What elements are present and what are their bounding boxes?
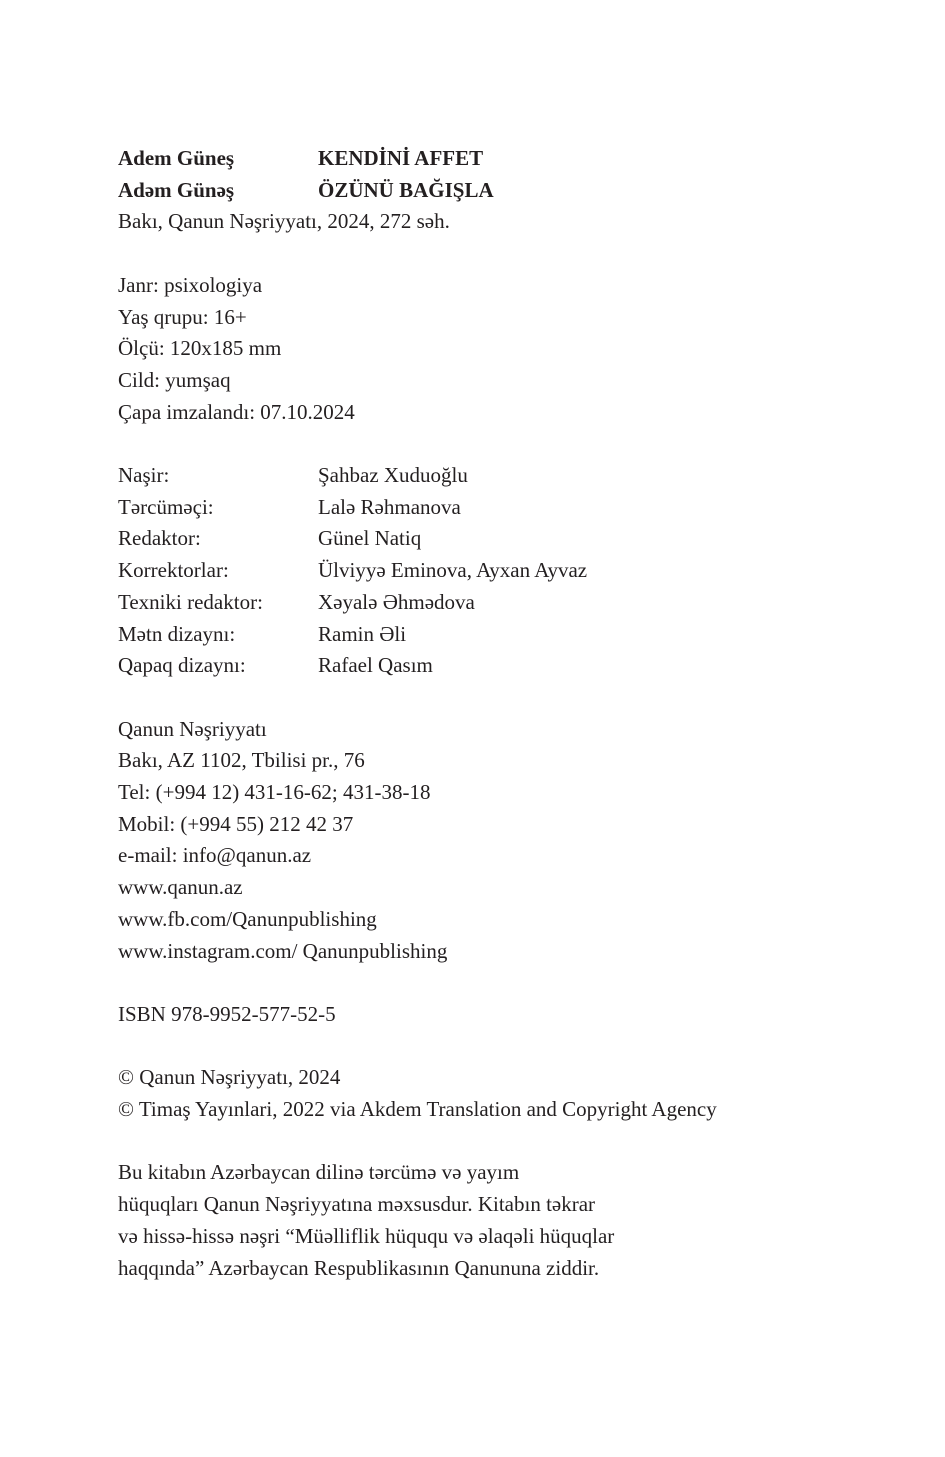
rights-notice-line: Bu kitabın Azərbaycan dilinə tərcümə və yayım xyxy=(118,1160,520,1185)
credit-role: Qapaq dizaynı: xyxy=(118,653,246,678)
credit-row-translator xyxy=(118,492,878,524)
copyright-line: © Qanun Nəşriyyatı, 2024 xyxy=(118,1065,341,1090)
credit-name: Xəyalə Əhmədova xyxy=(318,589,475,614)
spacer xyxy=(118,1126,878,1158)
specs-block xyxy=(118,270,878,429)
credit-role: Mətn dizaynı: xyxy=(118,621,236,646)
rights-notice-line: hüquqları Qanun Nəşriyyatına məxsusdur. Kitabın təkrar xyxy=(118,1192,596,1217)
credit-name: Rafael Qasım xyxy=(318,653,433,678)
spacer xyxy=(118,238,878,270)
original-title-row xyxy=(118,143,878,175)
publisher-name: Qanun Nəşriyyatı xyxy=(118,716,267,741)
translated-author: Adəm Günəş xyxy=(118,177,235,202)
publisher-facebook: www.fb.com/Qanunpublishing xyxy=(118,906,377,931)
credit-row-editor xyxy=(118,523,878,555)
spacer xyxy=(118,428,878,460)
publisher-phone: Tel: (+994 12) 431-16-62; 431-38-18 xyxy=(118,780,431,805)
spacer xyxy=(118,1031,878,1063)
translated-title: ÖZÜNÜ BAĞIŞLA xyxy=(318,177,494,202)
credit-role: Naşir: xyxy=(118,463,170,487)
publisher-email: e-mail: info@qanun.az xyxy=(118,843,312,868)
rights-notice-line: və hissə-hissə nəşri “Müəlliflik hüququ və əlaqəli hüquqlar xyxy=(118,1223,615,1248)
credit-name: Günel Natiq xyxy=(318,526,422,551)
credit-row-cover-design xyxy=(118,650,878,682)
credit-name: Ramin Əli xyxy=(318,621,407,646)
copyright-line: © Timaş Yayınlari, 2022 via Akdem Translation and Copyright Agency xyxy=(118,1097,717,1122)
rights-notice xyxy=(118,1157,878,1284)
spec-age-group: Yaş qrupu: 16+ xyxy=(118,304,247,329)
spec-binding: Cild: yumşaq xyxy=(118,367,231,392)
publisher-instagram: www.instagram.com/ Qanunpublishing xyxy=(118,938,448,963)
credit-row-technical-editor xyxy=(118,587,878,619)
translated-title-row xyxy=(118,175,878,207)
original-title: KENDİNİ AFFET xyxy=(318,146,484,170)
spacer xyxy=(118,967,878,999)
publisher-website: www.qanun.az xyxy=(118,875,243,900)
publisher-address: Bakı, AZ 1102, Tbilisi pr., 76 xyxy=(118,748,365,773)
rights-notice-line: haqqında” Azərbaycan Respublikasının Qanununa ziddir. xyxy=(118,1255,600,1280)
spacer xyxy=(118,682,878,714)
credits-block xyxy=(118,460,878,682)
copyright-block xyxy=(118,1062,878,1125)
credit-name: Lalə Rəhmanova xyxy=(318,494,461,519)
imprint-page xyxy=(118,143,878,1284)
credit-role: Korrektorlar: xyxy=(118,558,229,583)
spec-genre: Janr: psixologiya xyxy=(118,272,263,297)
isbn: ISBN 978-9952-577-52-5 xyxy=(118,1001,336,1026)
publisher-contacts-block xyxy=(118,714,878,968)
original-author: Adem Güneş xyxy=(118,146,235,170)
credit-role: Texniki redaktor: xyxy=(118,589,263,614)
credit-row-publisher xyxy=(118,460,878,492)
spec-print-date: Çapa imzalandı: 07.10.2024 xyxy=(118,399,355,424)
imprint-line: Bakı, Qanun Nəşriyyatı, 2024, 272 səh. xyxy=(118,209,450,234)
credit-role: Redaktor: xyxy=(118,526,201,551)
credit-name: Şahbaz Xuduoğlu xyxy=(318,463,468,487)
credit-row-text-design xyxy=(118,619,878,651)
credit-row-proofreaders xyxy=(118,555,878,587)
spec-size: Ölçü: 120x185 mm xyxy=(118,336,282,361)
publisher-mobile: Mobil: (+994 55) 212 42 37 xyxy=(118,811,354,836)
credit-name: Ülviyyə Eminova, Ayxan Ayvaz xyxy=(318,558,588,583)
credit-role: Tərcüməçi: xyxy=(118,494,214,519)
